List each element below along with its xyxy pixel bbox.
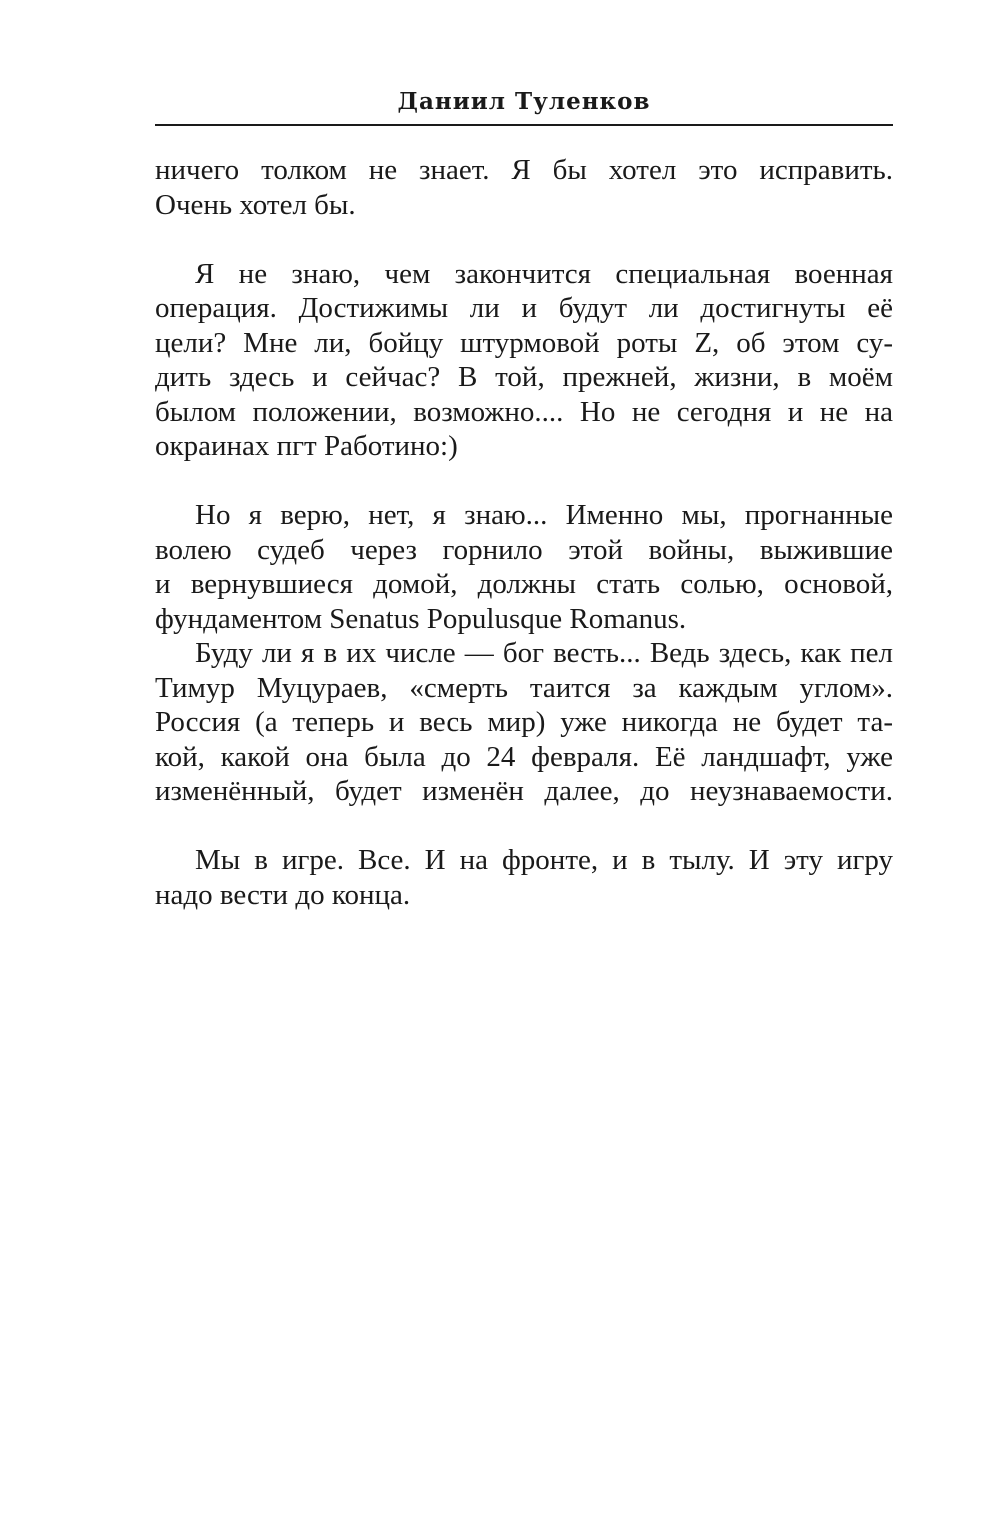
text-line: Но я верю, нет, я знаю... Именно мы, прогнанные bbox=[195, 499, 893, 531]
paragraph bbox=[155, 257, 893, 464]
text-line: операция. Достижимы ли и будут ли достигнуты её bbox=[155, 292, 893, 324]
text-line: былом положении, возможно.... Но не сегодня и не на bbox=[155, 395, 893, 428]
paragraph bbox=[155, 153, 893, 222]
text-line: Тимур Муцураев, «смерть таится за каждым углом». bbox=[155, 671, 893, 704]
text-line: и вернувшиеся домой, должны стать солью, основой, bbox=[155, 568, 893, 600]
text-line: дить здесь и сейчас? В той, прежней, жизни, в моём bbox=[155, 361, 893, 393]
text-line: Мы в игре. Все. И на фронте, и в тылу. И эту игру bbox=[195, 844, 893, 876]
paragraph-gap bbox=[155, 464, 893, 499]
paragraph bbox=[155, 498, 893, 636]
text-line: окраинах пгт Работино:) bbox=[155, 430, 458, 462]
text-line: цели? Мне ли, бойцу штурмовой роты Z, об этом су- bbox=[155, 326, 893, 359]
text-line: Очень хотел бы. bbox=[155, 188, 356, 221]
header-rule bbox=[155, 124, 893, 126]
paragraph bbox=[155, 843, 893, 912]
text-line: волею судеб через горнило этой войны, выжившие bbox=[155, 533, 893, 566]
text-line: надо вести до конца. bbox=[155, 878, 411, 911]
text-line: фундаментом Senatus Populusque Romanus. bbox=[155, 602, 687, 635]
running-head: Даниил Туленков bbox=[397, 88, 651, 115]
text-line: ничего толком не знает. Я бы хотел это исправить. bbox=[155, 154, 893, 186]
paragraph-gap bbox=[155, 222, 893, 257]
paragraph bbox=[155, 636, 893, 809]
text-line: изменённый, будет изменён далее, до неузнаваемости. bbox=[155, 775, 893, 807]
text-line: Буду ли я в их числе — бог весть... Ведь здесь, как пел bbox=[195, 637, 893, 669]
text-line: Россия (а теперь и весь мир) уже никогда не будет та- bbox=[155, 706, 893, 738]
text-line: кой, какой она была до 24 февраля. Её ландшафт, уже bbox=[155, 740, 893, 773]
paragraph-gap bbox=[155, 809, 893, 844]
text-line: Я не знаю, чем закончится специальная военная bbox=[195, 257, 893, 290]
body-text bbox=[155, 153, 893, 912]
